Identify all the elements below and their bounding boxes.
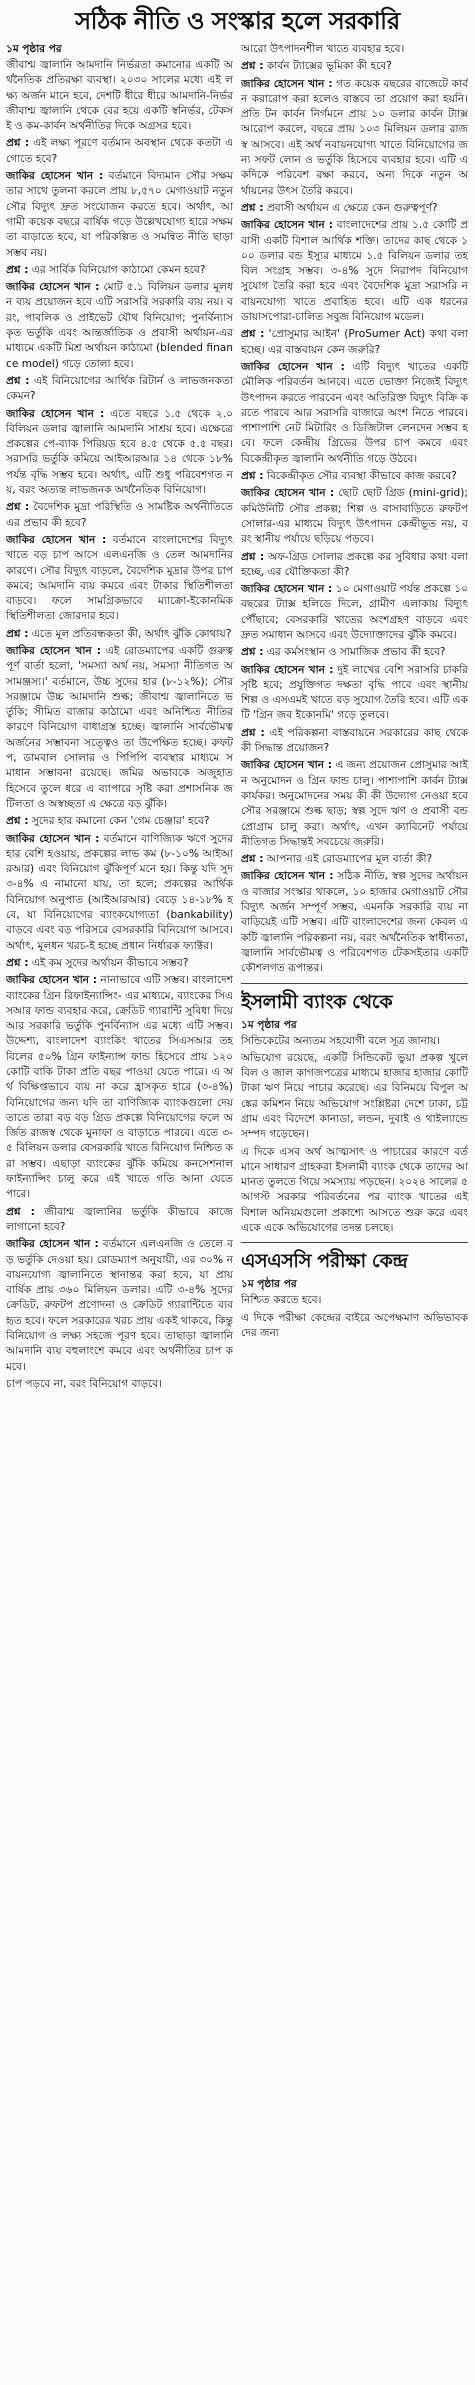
paragraph [241,550,468,581]
paragraph [6,533,233,625]
question-label: প্রশ্ন : [6,1205,35,1218]
question-label: প্রশ্ন : [241,726,265,739]
story3-continued: ১ম পৃষ্ঠার পর [241,1278,297,1291]
speaker-label: জাকির হোসেন খান : [241,360,345,373]
speaker-label: জাকির হোসেন খান : [241,77,333,90]
paragraph-text: এটি বিদ্যুৎ খাতের একটি মৌলিক পরিবর্তন আনবে। এতে ভোক্তা নিজেই বিদ্যুৎ উৎপাদন করতে পারবেন এবং অতিরিক্ত বিদ্যুৎ বিক্রি করতে পারবে আর সরাসরি বাজারে অংশ নিতে পারবে। পাশাপাশি নেট মিটারিং ও ডিজিটাল লেনদেন সম্ভব হবে। ফলে কেন্দ্রীয় গ্রিডের উপর চাপ কমবে এবং বিকেন্দ্রীকৃত জ্বালানি অর্থনীতি গড়ে উঠবে। [241,360,468,465]
paragraph-text: জীবাশ্ম জ্বালানির ভর্তুকি কীভাবে কাজে লাগানো হবে? [6,1205,233,1233]
question-label: প্রশ্ন : [6,374,30,387]
speaker-label: জাকির হোসেন খান : [6,281,100,294]
paragraph-text: ১০ মেগাওয়াট পর্যন্ত প্রকল্পে ১০ বছরের ট্যাক্স হলিডে দিলে, গ্রামীণ এলাকায় বিদ্যুৎ পৌঁছাবে; বেসরকারি খাতের অংশগ্রহণ বাড়বে এবং দ্রুত সমাধান আসবে এবং উদ্যোক্তাদের ঝুঁকি কমবে। [241,583,468,641]
article-columns [6,42,469,1394]
paragraph [6,374,233,405]
paragraph [6,280,233,372]
paragraph [241,42,468,57]
paragraph [6,1237,233,1375]
paragraph [6,973,233,1202]
paragraph [241,486,468,547]
paragraph [6,956,233,971]
paragraph-text: কার্বন ট্যাক্সের ভূমিকা কী হবে? [266,60,392,73]
paragraph [6,627,233,642]
story-divider [241,983,468,984]
story3-body [241,1293,468,1341]
left-column [6,42,233,1394]
paragraph [241,645,468,660]
paragraph [241,582,468,643]
paragraph [6,407,233,499]
paragraph-text: এই পরিকল্পনা বাস্তবায়নে সরকারের কাছ থেকে কী সিদ্ধান্ত প্রয়োজন? [241,726,468,755]
speaker-label: জাকির হোসেন খান : [241,487,335,500]
paragraph [241,327,468,358]
story2-continued: ১ম পৃষ্ঠার পর [241,1018,297,1031]
paragraph-text: এই বিনিয়োগের আর্থিক রিটার্ন ও লাভজনকতা কেমন? [6,374,233,403]
question-label: প্রশ্ন : [6,815,29,828]
question-label: প্রশ্ন : [241,550,265,563]
paragraph [241,218,468,325]
question-label: প্রশ্ন : [6,137,30,150]
paragraph-text: মোট ৫.১ বিলিয়ন ডলার মূলধন ব্যয় প্রয়োজন হবে এটি সরাসরি সরকারি ব্যয় নয়। বরং, পাবলিক ও প্রাইভেট যৌথ বিনিয়োগ; পুনর্বিন্যাসকৃত ভর্তুকি এবং আন্তর্জাতিক ও প্রবাসী অর্থায়ন-এর মাধ্যমে একটি মিশ্র অর্থায়ন কাঠামো (blended finance model) গড়ে তোলা হবে। [6,281,233,370]
paragraph-text: ছোট ছোট গ্রিড (mini-grid); কমিউনিটি সৌর প্রকল্প; শিল্প ও বাসাবাড়িতে রুফটপ সোলার-এর মাধ্যমে বিদ্যুৎ উৎপাদন কেন্দ্রীভূত নয়, বরং স্থানীয় পর্যায়ে ছড়িয়ে পড়বে। [241,487,468,546]
paragraph [241,1034,468,1049]
speaker-label: জাকির হোসেন খান : [241,219,333,232]
paragraph-text: বর্তমানে এলএনজি ও তেলে বড় ভর্তুকি দেওয়া হয়। রোডম্যাপ অনুযায়ী, এর ৩০% নবায়নযোগ্য জ্বালানিতে স্থানান্তর করা হবে, যা প্রায় বার্ষিক প্রায় ৩৬০ মিলিয়ন ডলার। এটি ৩-৪% সুদের ক্রেডিট, রুফটপ প্রণোদনা ও ক্রেডিট গ্যারান্টিতে ব্যবহৃত হবে। ফলে সরকারের খরচ প্রায় একই থাকবে, কিন্তু বিনিয়োগ ও লক্ষ্য সহজে পূরণ হবে। তাছাড়া জ্বালানি আমদানি ব্যয় বহুলাংশে কমবে এবং অর্থনীতির চাপ কমবে। [6,1238,233,1373]
paragraph [241,758,468,850]
paragraph [241,77,468,199]
paragraph [241,1145,468,1237]
paragraph-text: এই লক্ষ্য পূরণে বর্তমান অবস্থান থেকে কতটা এগোতে হবে? [6,137,233,165]
paragraph [241,663,468,724]
paragraph [241,1293,468,1308]
question-label: প্রশ্ন : [241,470,264,483]
question-label: প্রশ্ন : [6,263,29,276]
right-column-body [241,42,468,977]
paragraph-text: নানাভাবে এটি সম্ভব। বাংলাদেশ ব্যাংকের গ্রিন রিফাইন্যান্সিং- এর মাধ্যমে, ব্যাংকের সিএসআর ফান্ড ব্যবহার করে, ক্রেডিট গ্যারান্টি সুবিধা দিয়ে আর সরকারি ভর্তুকি পুনর্বিন্যাস এর মধ্যে এটি সম্ভব। উদ্দেশ্য, বাংলাদেশ ব্যাংকিং খাতের সিএসআর তহবিলের ৫০% গ্রিন ফাইন্যান্স ফান্ড হিসেবে প্রায় ১২০ কোটি বাকি টাকা প্রতি বছর পাওয়া যেতে পারে। এ অর্থ বিক্ষিপ্তভাবে ব্যয় না করে হ্রাসকৃত হারে (৩-৪%) বিনিয়োগের জন্য যদি তা বাণিজ্যিক ব্যাংকগুলো দেয় তাতে তারা বড় বড় গ্রিড প্রকল্পে বিনিয়োগের ফলে অর্জিত রাজস্ব থেকে মুনাফা ও বাড়াতে পারবে। এতে ৩-৫ বিলিয়ন ডলার বেসরকারি খাতে বিনিয়োগ নিশ্চিত করা সম্ভব। এছাড়া ব্যাংকের ঝুঁকি কমিয়ে কনসেশনাল ফাইন্যান্সিং চালু করে এই খাতে গতি আনা যেতে পারে। [6,974,233,1201]
paragraph-text: এতে বছরে ১.৫ থেকে ২.০ বিলিয়ন ডলার জ্বালানি আমদানি সাশ্রয় হবে। এক্ষেত্রে প্রকল্পের পে-ব্যাক পিরিয়ড হবে ৪.৫ থেকে ৫.৫ বছর। সরাসরি ভর্তুকি কমিয়ে আইআরআর ১৪ থেকে ১৮% পর্যন্ত বৃদ্ধি সম্ভব হবে। অর্থাৎ, এটি শুধু পরিবেশগত নয়, বরং অত্যন্ত লাভজনক অর্থনৈতিক বিনিয়োগ। [6,407,233,497]
speaker-label: জাকির হোসেন খান : [241,583,333,596]
paragraph-text: জীবাশ্ম জ্বালানি আমদানি নির্ভরতা কমানোর একটি অর্থনৈতিক প্রতিরক্ষা ব্যবস্থা। ২০৩০ সালের মধ্যে এই লক্ষ্য অর্জন মানে হবে, দেশটি ধীরে ধীরে আমদানি-নির্ভর জীবাশ্ম জ্বালানি থেকে বের হয়ে একটি স্বনির্ভর, টেকসই ও কম-কার্বন অর্থনীতির দিকে অগ্রসর হবে। [6,59,233,133]
question-label: প্রশ্ন : [241,201,264,214]
paragraph-text: এ দিকে এসব অর্থ আত্মসাৎ ও পাচারের কারণে বর্তমানে সাধারণ গ্রাহকরা ইসলামী ব্যাংক থেকে তাদের আমানত তুলতে গিয়ে সমস্যায় পড়ছেন। ২০২৪ সালের ৫ আগস্ট সরকার পরিবর্তনের পর ব্যাংক খাতের এই বিশাল অনিয়মগুলো প্রকাশ্যে আসতে শুরু করে এবং একে একে অভিযোগের তদন্ত চলছে। [241,1145,468,1235]
paragraph-text: বর্তমানে বাংলাদেশের বিদ্যুৎ খাতে বড় চাপ আসে এলএনজি ও তেল আমদানির কারণে। সৌর বিদ্যুৎ বাড়লে, বৈদেশিক মুদ্রার উপর চাপ কমবে; আমদানি ব্যয় কমবে এবং টাকার স্থিতিশীলতা বাড়বে। ফলে সামগ্রিকভাবে ম্যাক্রো-ইকোনমিক স্থিতিশীলতা জোরদার হবে। [6,533,233,623]
paragraph [241,1311,468,1342]
paragraph-text: আরো উৎপাদনশীল খাতে ব্যবহার হবে। [241,43,405,55]
paragraph [6,263,233,278]
paragraph-text: অভিযোগ রয়েছে, একটি সিন্ডিকেট ভুয়া প্রকল্প খুলে বিল ও জাল কাগজপত্রের মাধ্যমে হাজার হাজার কোটি টাকা ঋণ নিয়ে পাচার করেছে। এর বিনিময়ে বিপুল অঙ্কের কমিশন নিয়ে অভিযোগ সংশ্লিষ্টরা দেশে ঢাকা, চট্টগ্রাম এবং বিদেশে কানাডা, লন্ডন, দুবাই ও থাইল্যান্ডে সম্পদ গড়েছেন। [241,1051,468,1141]
story-divider [241,1242,468,1243]
paragraph [6,644,233,812]
paragraph-text: দুই লাখের বেশি সরাসরি চাকরি সৃষ্টি হবে; প্রযুক্তিগত দক্ষতা বৃদ্ধি পাবে এবং স্থানীয় শিল্প ও এসএমই খাতে বড় সুযোগ তৈরি হবে। এটি একটি 'গ্রিন জব ইকোনমি' গড়ে তুলবে। [241,663,468,722]
paragraph-text: নিশ্চিত করতে হবে। [241,1294,322,1307]
main-headline: সঠিক নীতি ও সংস্কার হলে সরকারি [75,6,400,35]
paragraph-text: সঠিক নীতি, স্বল্প সুদের অর্থায়ন ও বাজার সংস্কার থাকলে, ১০ হাজার মেগাওয়াট সৌর বিদ্যুৎ অর্জন সম্পূর্ণ সম্ভব, এমনকি সরকারি ব্যয় না বাড়িয়েই এটি সম্ভব। এটি বাংলাদেশের জন্য কেবল একটি জ্বালানি পরিকল্পনা নয়, বরং অর্থনৈতিক স্বাধীনতা, জ্বালানি সার্বভৌমত্ব ও পরিবেশগত টেকসইতার একটি কৌশলগত রূপান্তর। [241,870,468,975]
paragraph-text: এতে মূল প্রতিবন্ধকতা কী, অর্থাৎ ঝুঁকি কোথায়? [31,627,232,640]
paragraph-text: বর্তমানে বিদ্যমান সৌর সক্ষমতার সাথে তুলনা করলে প্রায় ৮,৫৭০ মেগাওয়াট নতুন সৌর বিদ্যুৎ দ্রুত সংযোজন করতে হবে। অর্থাৎ, আগামী কয়েক বছরে বার্ষিক গড়ে উল্লেখযোগ্য হারে সক্ষমতা বাড়াতে হবে, যা পরিকল্পিত ও সমন্বিত নীতি ছাড়া সম্ভব নয়। [6,170,233,259]
paragraph [6,58,233,134]
paragraph-text: গত কয়েক বছরের বাজেটে কার্বন করারোপ করা হলেও বাস্তবে তা প্রয়োগ করা হয়নি। প্রতি টন কার্বন নির্গমনে প্রায় ১০ ডলার কার্বন ট্যাক্স আরোপ করলে, বছরে প্রায় ১০৩ মিলিয়ন ডলার রাজস্ব আসবে। এই অর্থ নবায়নযোগ্য খাতে বিনিয়োগের জন্য সফট লোন ও ভর্তুকি হিসেবে ব্যবহার হবে। এটি একদিকে পরিবেশ রক্ষা করবে, অন্য দিকে নতুন অর্থায়নের উৎস তৈরি করবে। [241,77,468,197]
question-label: প্রশ্ন : [6,956,29,969]
question-label: প্রশ্ন : [241,853,264,866]
paragraph [6,814,233,829]
paragraph [241,469,468,484]
speaker-label: জাকির হোসেন খান : [241,759,332,772]
paragraph-text: বৈদেশিক মুদ্রা পরিস্থিতি ও সামষ্টিক অর্থনীতিতে এর প্রভাব কী হবে? [6,501,233,529]
paragraph [241,201,468,216]
paragraph-text: বর্তমানে বাণিজ্যিক ঋণে সুদের হার বেশি হওয়ায়, প্রকল্পের লাভ কম (৮-১০% আইআরআর) এবং বিনিয়োগ ঝুঁকিপূর্ণ মনে হয়। কিন্তু যদি সুদ ৩-৪% এ নামানো যায়, তা হলে; প্রকল্পের আর্থিক বিনিয়োগ অনুপাত (আইআরআর) বেড়ে ১৪-১৮% হবে, যা বিনিয়োগের ব্যাংকযোগ্যতা (bankability) বাড়বে এবং বড় পরিসরে বেসরকারি বিনিয়োগ আসবে। অর্থাৎ, মূলধন খরচ-ই হচ্ছে প্রধান নির্ধারক ফ্যাক্টর। [6,832,233,952]
question-label: প্রশ্ন : [6,501,30,514]
paragraph-text: অফ-গ্রিড সোলার প্রকল্পে কর সুবিধার কথা বলা হচ্ছে, এর যৌক্তিকতা কী? [241,550,468,578]
paragraph-text: সুদের হার কমানো কেন 'গেম চেঞ্জার' হবে? [31,815,210,828]
paragraph [241,726,468,757]
question-label: প্রশ্ন : [241,646,264,659]
paragraph [6,136,233,167]
question-label: প্রশ্ন : [241,60,264,73]
paragraph-text: প্রবাসী অর্থায়ন এ ক্ষেত্রে কেন গুরুত্বপূর্ণ? [266,201,438,214]
paragraph [241,59,468,74]
right-column [241,42,468,1394]
speaker-label: জাকির হোসেন খান : [6,533,107,546]
paragraph [241,360,468,467]
speaker-label: জাকির হোসেন খান : [6,644,101,657]
paragraph [241,1051,468,1143]
paragraph-text: বাংলাদেশের প্রায় ১.৫ কোটি প্রবাসী একটি বিশাল আর্থিক শক্তি। তাদের কাছ থেকে ১০০ ডলার বন্ড ইস্যুর মাধ্যমে ১.৫ বিলিয়ন ডলার তহবিল সংগ্রহ সম্ভব। ৩-৪% সুদে নিরাপদ বিনিয়োগ সুযোগ তৈরি করা হবে এবং বৈদেশিক মুদ্রা সরাসরি নবায়নযোগ্য খাতে প্রবাহিত হবে। এটি এক ধরনের ডায়াসপোরা-চালিত সবুজ বিনিয়োগ মডেল। [241,219,468,324]
paragraph-text: এর সার্বিক বিনিয়োগ কাঠামো কেমন হবে? [31,263,206,276]
paragraph [6,500,233,531]
question-label: প্রশ্ন : [6,627,29,640]
paragraph [241,852,468,867]
paragraph [6,169,233,261]
continued-label: ১ম পৃষ্ঠার পর [6,43,62,55]
paragraph-text: এ জন্য প্রয়োজন প্রোসুমার আইন অনুমোদন ও গ্রিন ফান্ড চালু। পাশাপাশি কার্বন ট্যাক্স কার্যকর। অনুমোদনের সময় কী কী উদ্যোগ নেওয়া হবে সৌর সরঞ্জামে শুল্ক ছাড়; স্বল্প সুদে ঋণ ও প্রবাসী বন্ড প্রোগ্রাম চালু করা। অর্থাৎ, এখন ক্যাবিনেট পর্যায়ে নীতিগত সিদ্ধান্তই সবচেয়ে জরুরি। [241,759,468,848]
paragraph [6,1377,233,1392]
speaker-label: জাকির হোসেন খান : [6,407,105,420]
speaker-label: জাকির হোসেন খান : [241,663,334,676]
speaker-label: জাকির হোসেন খান : [6,170,104,183]
paragraph-text: 'প্রোসুমার আইন' (ProSumer Act) কথা বলা হচ্ছে। এর বাস্তবায়ন কেন জরুরি? [241,328,468,356]
paragraph-text: চাপ পড়বে না, বরং বিনিয়োগ বাড়বে। [6,1377,163,1390]
story2-body [241,1034,468,1237]
paragraph-text: এ দিকে পরীক্ষা কেন্দ্রের বাইরে অপেক্ষমাণ অভিভাবকদের জন্য [241,1311,468,1339]
speaker-label: জাকির হোসেন খান : [241,870,334,883]
paragraph-text: বিকেন্দ্রীকৃত সৌর ব্যবস্থা কীভাবে কাজ করবে? [266,470,457,483]
paragraph-text: আপনার এই রোডম্যাপের মূল বার্তা কী? [266,853,433,866]
paragraph-text: সিন্ডিকেটের অন্যতম সহযোগী বলে সূত্র জানায়। [241,1034,441,1047]
speaker-label: জাকির হোসেন খান : [6,974,98,987]
paragraph [6,832,233,954]
story3-headline: এসএসসি পরীক্ষা কেন্দ্র [241,1250,408,1273]
paragraph [6,1205,233,1236]
paragraph-text: এর কর্মসংস্থান ও সামাজিক প্রভাব কী হবে? [266,646,446,659]
paragraph-text: এই কম সুদের অর্থায়ন কীভাবে সম্ভব? [31,956,189,969]
question-label: প্রশ্ন : [241,328,265,341]
paragraph-text: এই রোডম্যাপের একটি গুরুত্বপূর্ণ বার্তা হলো, 'সমস্যা অর্থ নয়, সমস্যা নীতিগত অসামঞ্জস্য।' বর্তমানে, উচ্চ সুদের হার (৮-১২%); সৌর সরঞ্জামে উচ্চ আমদানি শুল্ক; জীবাশ্ম জ্বালানিতে ভর্তুকি; সীমিত বাজার কাঠামো এবং অনিশ্চিত নীতির কারণে বিনিয়োগ বাধাগ্রস্ত হচ্ছে। জ্বালানি সার্বভৌমত্ব অর্জনের সম্ভাবনা সত্ত্বেও তা উপেক্ষিত হচ্ছে। রুফটপ, ডামবাল সোলার ও পিপিপি ব্যবস্থার মাধ্যমে সমাধান সম্ভাবনা রয়েছে। জমির অভাবকে অজুহাত হিসেবে তুলে ধরে এ ব্যাপারে সৃষ্টি করা প্রশাসনিক জটিলতা ও অস্বচ্ছতা এ ক্ষেত্রে বড় ঝুঁকি। [6,644,233,810]
paragraph [241,869,468,976]
story2-headline: ইসলামী ব্যাংক থেকে [241,990,393,1013]
speaker-label: জাকির হোসেন খান : [6,1238,99,1251]
speaker-label: জাকির হোসেন খান : [6,832,100,845]
